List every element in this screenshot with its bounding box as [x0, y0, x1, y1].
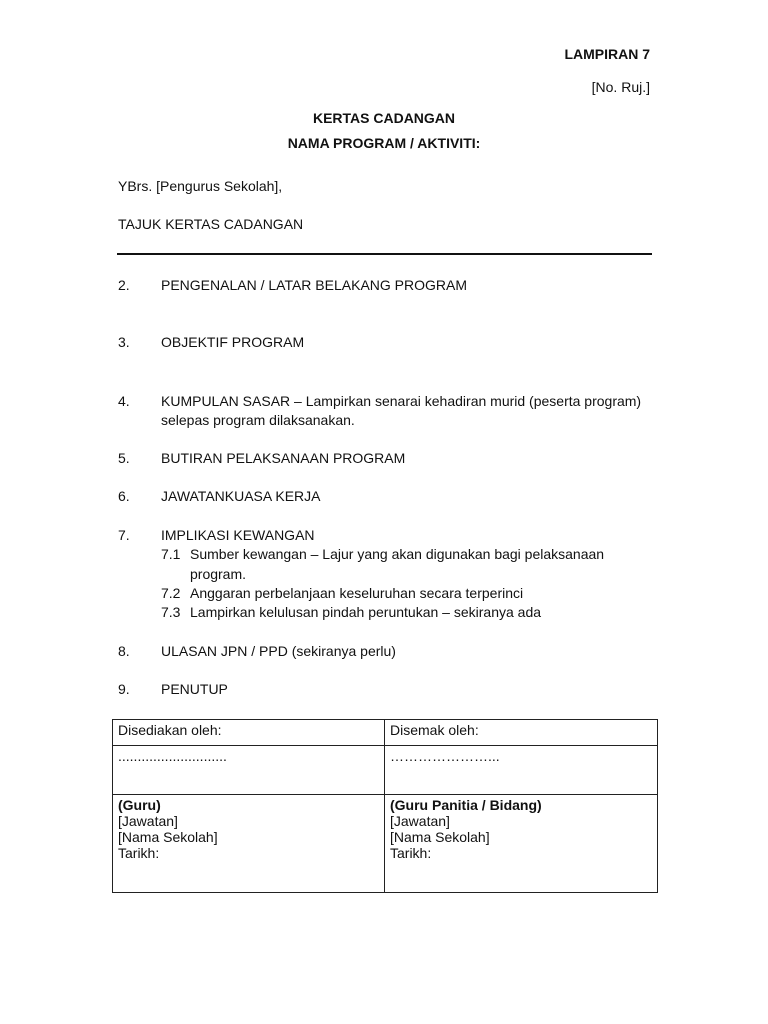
section-7-number: 7. [118, 527, 130, 543]
section-3-number: 3. [118, 334, 130, 350]
section-6-number: 6. [118, 488, 130, 504]
section-7-text: IMPLIKASI KEWANGAN [161, 527, 315, 543]
section-4-number: 4. [118, 393, 130, 409]
prepared-by-signature-line: ............................ [113, 746, 385, 795]
subject-underline [117, 253, 652, 255]
section-7-2-text: Anggaran perbelanjaan keseluruhan secara terperinci [190, 585, 524, 601]
section-3-text: OBJEKTIF PROGRAM [161, 334, 305, 350]
section-7-1-text-line2: program. [190, 566, 247, 582]
section-7-2-number: 7.2 [161, 585, 181, 601]
checked-by-date: Tarikh: [390, 845, 432, 861]
checked-by-details [385, 795, 658, 893]
prepared-by-position: [Jawatan] [118, 813, 178, 829]
prepared-by-date: Tarikh: [118, 845, 160, 861]
lampiran-label: LAMPIRAN 7 [564, 46, 650, 62]
section-5-number: 5. [118, 450, 130, 466]
section-7-3-text: Lampirkan kelulusan pindah peruntukan – sekiranya ada [190, 604, 542, 620]
section-7-3-number: 7.3 [161, 604, 181, 620]
section-8-number: 8. [118, 643, 130, 659]
signature-table [112, 719, 658, 893]
prepared-by-role: (Guru) [118, 797, 161, 813]
section-4-text-line2: selepas program dilaksanakan. [161, 412, 355, 428]
section-7-1-number: 7.1 [161, 546, 181, 562]
section-6-text: JAWATANKUASA KERJA [161, 488, 321, 504]
checked-by-school: [Nama Sekolah] [390, 829, 490, 845]
section-2-text: PENGENALAN / LATAR BELAKANG PROGRAM [161, 277, 468, 293]
checked-by-signature-line: …………………... [385, 746, 658, 795]
section-9-text: PENUTUP [161, 681, 228, 697]
section-5-text: BUTIRAN PELAKSANAAN PROGRAM [161, 450, 406, 466]
salutation: YBrs. [Pengurus Sekolah], [118, 178, 283, 194]
section-8-text: ULASAN JPN / PPD (sekiranya perlu) [161, 643, 396, 659]
prepared-by-school: [Nama Sekolah] [118, 829, 218, 845]
section-7-1-text-line1: Sumber kewangan – Lajur yang akan digunakan bagi pelaksanaan [190, 546, 605, 562]
proposal-subject: TAJUK KERTAS CADANGAN [118, 216, 304, 232]
checked-by-header: Disemak oleh: [385, 720, 658, 746]
prepared-by-header: Disediakan oleh: [113, 720, 385, 746]
section-2-number: 2. [118, 277, 130, 293]
section-4-text-line1: KUMPULAN SASAR – Lampirkan senarai kehadiran murid (peserta program) [161, 393, 642, 409]
program-name-heading: NAMA PROGRAM / AKTIVITI: [287, 135, 481, 151]
checked-by-role: (Guru Panitia / Bidang) [390, 797, 542, 813]
section-9-number: 9. [118, 681, 130, 697]
checked-by-position: [Jawatan] [390, 813, 450, 829]
reference-number: [No. Ruj.] [591, 79, 650, 95]
document-title: KERTAS CADANGAN [312, 110, 456, 126]
prepared-by-details [113, 795, 385, 893]
